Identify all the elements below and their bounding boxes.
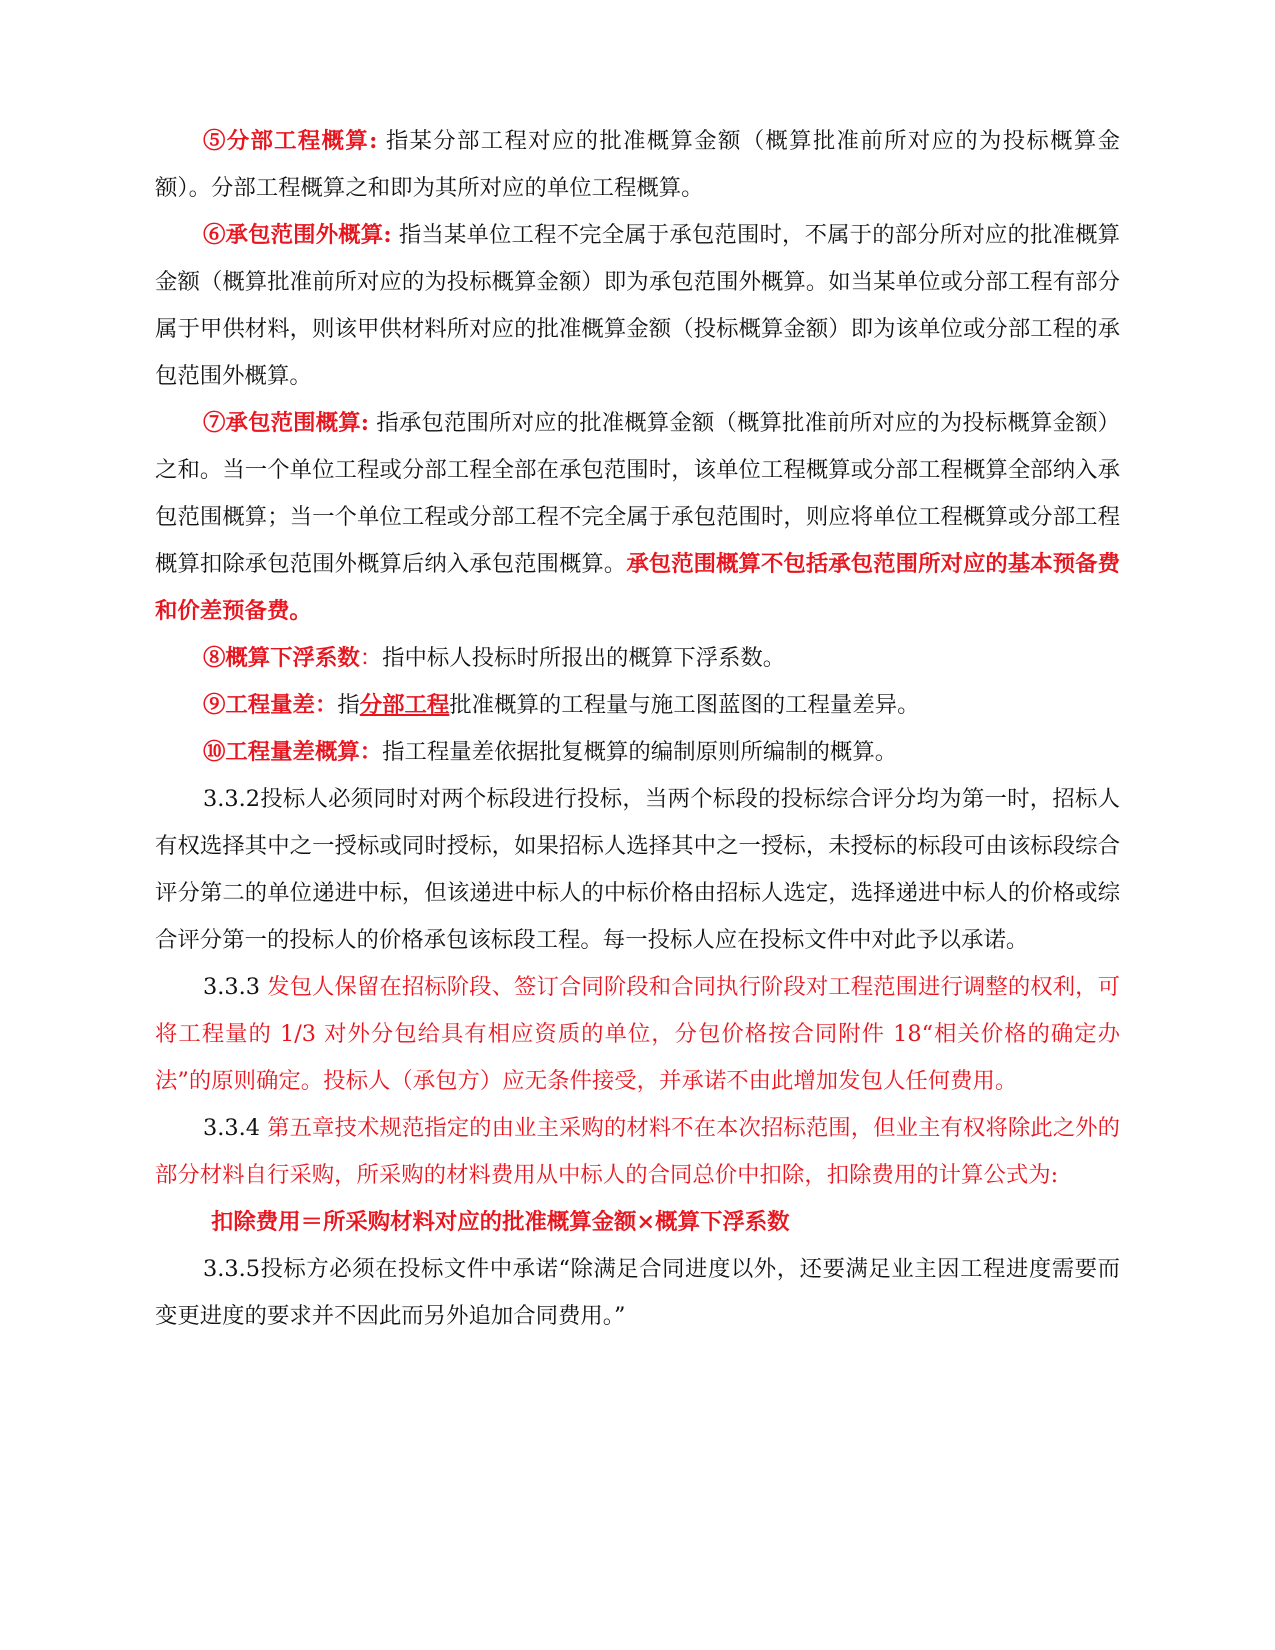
clause-3-3-4 [155,1105,1120,1199]
document-page [155,118,1120,1340]
paragraph-definition-9 [155,682,1120,729]
term-gongchengliang-cha-gaisuan: ⑩工程量差概算： [203,739,383,765]
definition-text: 指当某单位工程不完全属于承包范围时，不属于的部分所对应的批准概算金额（概算批准前所对应的为投标概算金额）即为承包范围外概算。如当某单位或分部工程有部分属于甲供材料，则该甲供材料所对应的批准概算金额（投标概算金额）即为该单位或分部工程的承包范围外概算。 [155,222,1120,389]
paragraph-definition-8 [155,635,1120,682]
term-chengbao-fanwei-wai-gaisuan: ⑥承包范围外概算 [203,222,384,248]
clause-3-3-3 [155,964,1120,1105]
paragraph-definition-7 [155,400,1120,635]
clause-text: 投标方必须在投标文件中承诺“除满足合同进度以外，还要满足业主因工程进度需要而变更进度的要求并不因此而另外追加合同费用。” [155,1256,1120,1329]
definition-prefix: 指 [337,692,360,718]
term-colon: : [383,222,392,248]
definition-text: 批准概算的工程量与施工图蓝图的工程量差异。 [449,692,920,718]
paragraph-definition-10 [155,729,1120,776]
clause-number: 3.3.4 [203,1115,260,1141]
term-colon: ： [359,645,383,671]
clause-3-3-2 [155,776,1120,964]
term-colon: : [369,128,378,154]
emphasis-note: 承包范围概算不包括承包范围所对应的基本预备费和价差预备费。 [155,551,1121,624]
term-fenbu-gongcheng-gaisuan: ⑤分部工程概算 [203,128,370,154]
clause-number: 3.3.2 [203,786,260,812]
clause-3-3-5 [155,1246,1120,1340]
term-chengbao-fanwei-gaisuan: ⑦承包范围概算 [203,410,361,436]
clause-text: 发包人保留在招标阶段、签订合同阶段和合同执行阶段对工程范围进行调整的权利，可将工程量的 1/3 对外分包给具有相应资质的单位，分包价格按合同附件 18“相关价格的确定办法”的原则确定。投标人（承包方）应无条件接受，并承诺不由此增加发包人任何费用。 [155,974,1120,1094]
clause-number: 3.3.5 [203,1256,260,1282]
clause-text: 投标人必须同时对两个标段进行投标，当两个标段的投标综合评分均为第一时，招标人有权选择其中之一授标或同时授标，如果招标人选择其中之一授标，未授标的标段可由该标段综合评分第二的单位递进中标，但该递进中标人的中标价格由招标人选定，选择递进中标人的价格或综合评分第一的投标人的价格承包该标段工程。每一投标人应在投标文件中对此予以承诺。 [155,786,1120,953]
definition-text: 指某分部工程对应的批准概算金额（概算批准前所对应的为投标概算金额）。分部工程概算之和即为其所对应的单位工程概算。 [155,128,1120,201]
term-gaisuan-xiafu-xishu: ⑧概算下浮系数 [203,645,360,671]
term-colon: : [360,410,370,436]
definition-text: 指工程量差依据批复概算的编制原则所编制的概算。 [382,739,898,765]
definition-text: 指中标人投标时所报出的概算下浮系数。 [382,645,786,671]
deduction-formula: 扣除费用＝所采购材料对应的批准概算金额×概算下浮系数 [211,1209,790,1235]
clause-text: 第五章技术规范指定的由业主采购的材料不在本次招标范围，但业主有权将除此之外的部分材料自行采购，所采购的材料费用从中标人的合同总价中扣除，扣除费用的计算公式为: [155,1115,1120,1188]
term-gongchengliang-cha: ⑨工程量差： [203,692,338,718]
underlined-term: 分部工程 [359,692,450,718]
paragraph-definition-5 [155,118,1120,212]
paragraph-definition-6 [155,212,1120,400]
clause-number: 3.3.3 [203,974,260,1000]
definition-text: 指承包范围所对应的批准概算金额（概算批准前所对应的为投标概算金额）之和。当一个单位工程或分部工程全部在承包范围时，该单位工程概算或分部工程概算全部纳入承包范围概算；当一个单位工程或分部工程不完全属于承包范围时，则应将单位工程概算或分部工程概算扣除承包范围外概算后纳入承包范围概算。 [155,410,1121,577]
